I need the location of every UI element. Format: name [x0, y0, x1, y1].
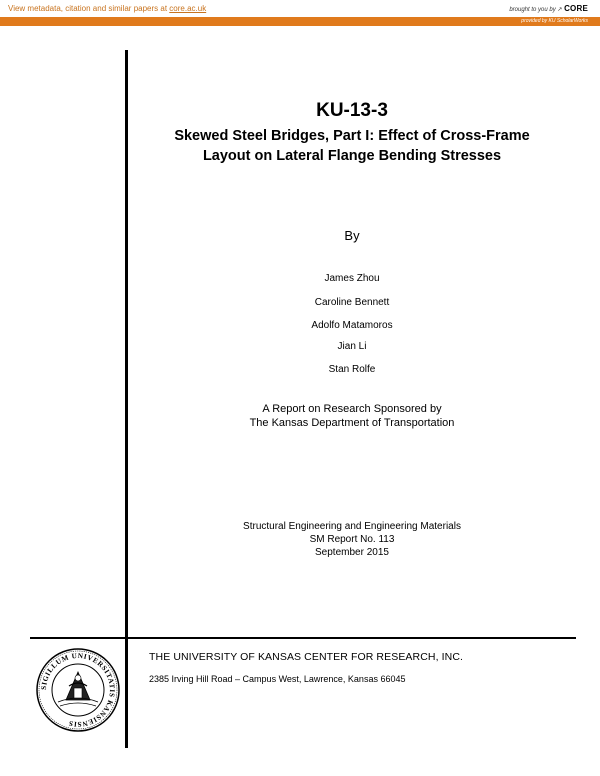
by-label: By: [344, 228, 360, 243]
author-4: Jian Li: [337, 341, 367, 352]
program-name: Structural Engineering and Engineering Materials: [243, 521, 461, 532]
report-date: September 2015: [315, 547, 389, 558]
core-brand[interactable]: CORE: [564, 4, 588, 13]
report-title: [128, 126, 576, 166]
core-view-text: View metadata, citation and similar papers at: [8, 4, 168, 13]
core-brought-text: brought to you by: [509, 7, 556, 13]
core-brought-by: [509, 4, 588, 13]
report-series: [128, 520, 576, 559]
sponsor-line-2: The Kansas Department of Transportation: [249, 417, 455, 429]
sm-report-number: SM Report No. 113: [309, 534, 395, 545]
author-3: Adolfo Matamoros: [311, 320, 393, 331]
core-logo-icon: ↗: [557, 7, 563, 13]
horizontal-rule: [30, 637, 576, 639]
core-banner: [0, 0, 600, 27]
author-5: Stan Rolfe: [328, 364, 376, 375]
university-seal-icon: [36, 648, 120, 732]
author-1: James Zhou: [324, 273, 380, 284]
university-address: 2385 Irving Hill Road – Campus West, Lawrence, Kansas 66045: [149, 674, 406, 684]
author-2: Caroline Bennett: [314, 297, 390, 308]
core-provided-bar: [0, 17, 600, 26]
core-provided-text: provided by KU ScholarWorks: [521, 18, 588, 24]
core-site-link[interactable]: core.ac.uk: [169, 4, 207, 13]
title-line-2: Layout on Lateral Flange Bending Stresses: [202, 148, 502, 164]
university-name: THE UNIVERSITY OF KANSAS CENTER FOR RESEARCH, INC.: [149, 651, 464, 663]
title-line-1: Skewed Steel Bridges, Part I: Effect of Cross-Frame: [174, 128, 530, 144]
core-metadata-link[interactable]: [8, 4, 206, 13]
report-id: KU-13-3: [316, 100, 388, 121]
seal-text: SIGILLUM UNIVERSITATIS KANSIENSIS: [39, 651, 117, 729]
sponsor-statement: [128, 402, 576, 430]
sponsor-line-1: A Report on Research Sponsored by: [262, 403, 442, 415]
